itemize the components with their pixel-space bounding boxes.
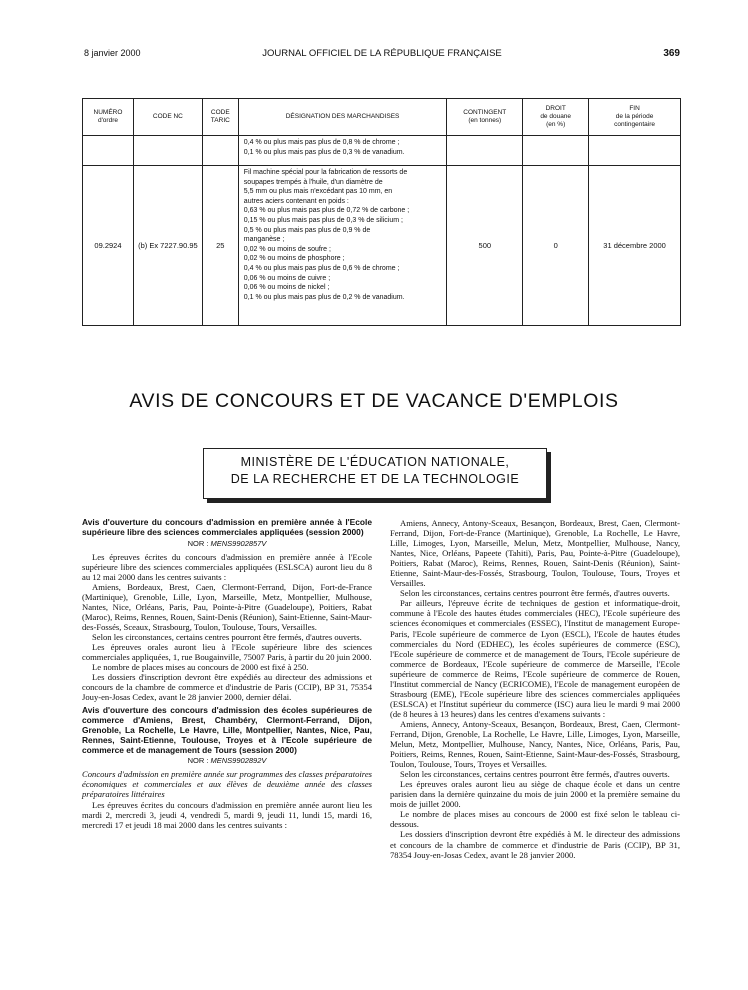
row-numero: 09.2924 [83,166,134,326]
notice-heading: Avis d'ouverture du concours d'admission en première année à l'Ecole supérieure libre des sciences commerciales appliquées (session 2000) [82,517,372,537]
designation-line: 0,02 % ou moins de soufre ; [243,245,331,253]
table-row [83,136,681,166]
col-fin: FIN de la période contingentaire [589,99,681,136]
italic-subheading: Concours d'admission en première année sur programmes des classes préparatoires économiques et commerciales et aux élèves de deuxième année des classes préparatoires littéraires [82,769,372,800]
row-contingent: 500 [447,166,523,326]
paragraph: Par ailleurs, l'épreuve écrite de techniques de gestion et informatique-droit, commune à l'Ecole des hautes études commerciales (HEC), l'Ecole supérieure des sciences économiques et commerciales (ESSEC), l'Institut de management Europe-Paris, l'Ecole supérieure de commerce de Lyon (ESCL), l'Ecole de hautes études commerciales du Nord (EDHEC), les écoles supérieures de commerce (ESC), l'Ecole supérieure de commerce et de management de Tours, l'Ecole supérieure de commerce de Bordeaux, l'Ecole supérieure de commerce de Marseille, l'Ecole supérieure de commerce de Reims, l'Ecole supérieure de commerce de Rouen, l'Institut commercial de Nancy (ECRICOME), l'Ecole de management européen de Strasbourg (EME), l'Ecole supérieure libre des sciences commerciales appliquées (ESLSCA) et l'Institut supérieur du commerce (ISC) aura lieu le mardi 9 mai 2000 (de 8 heures à 13 heures) dans les centres d'examens suivants : [390,598,680,719]
row-code-nc: (b) Ex 7227.90.95 [133,166,202,326]
section-title: AVIS DE CONCOURS ET DE VACANCE D'EMPLOIS [129,390,619,412]
header-date: 8 janvier 2000 [84,48,141,58]
col-contingent: CONTINGENT (en tonnes) [447,99,523,136]
designation-line: 0,02 % ou moins de phosphore ; [243,255,345,263]
paragraph: Les épreuves écrites du concours d'admission en première année à l'Ecole supérieure libre des sciences commerciales appliquées (ESLSCA) auront lieu du 8 au 12 mai 2000 dans les centres suivants : [82,551,372,582]
paragraph: Les épreuves orales auront lieu à l'Ecole supérieure libre des sciences commerciales appliquées, 1, rue Bougainville, 75007 Paris, à partir du 20 juin 2000. [82,642,372,663]
paragraph: Les dossiers d'inscription devront être expédiés à M. le directeur des admissions et concours de la chambre de commerce et d'industrie de Paris (CCIP), BP 31, 78354 Jouy-en-Josas Cedex, avant le 28 janvier 2000. [390,829,680,860]
left-column [82,518,372,830]
nor-reference: NOR : MENS9902857V [187,538,267,548]
designation-line: autres aciers contenant en poids : [243,197,349,205]
designation-line: manganèse ; [243,236,285,244]
col-droit: DROIT de douane (en %) [523,99,589,136]
table-header-row [83,99,681,136]
designation-line: Fil machine spécial pour la fabrication de ressorts de [243,169,408,176]
col-taric: CODE TARIC [202,99,238,136]
header-page-number: 369 [663,48,680,59]
designation-line: 0,4 % ou plus mais pas plus de 0,8 % de chrome ; [243,139,400,146]
paragraph: Amiens, Annecy, Antony-Sceaux, Besançon, Bordeaux, Brest, Caen, Clermont-Ferrand, Dijon, Fort-de-France (Martinique), Grenoble, La Rochelle, Le Havre, Lille, Limoges, Lyon, Marseille, Melun, Metz, Montpellier, Mulhouse, Nancy, Nantes, Nice, Orléans, Papeete (Tahiti), Paris, Pau, Pointe-à-Pitre (Guadeloupe), Poitiers, Rabat (Maroc), Reims, Rennes, Rouen, Saint-Denis (Réunion), Saint-Etienne, Saint-Maur-des-Fossés, Strasbourg, Toulon, Toulouse, Tours, Troyes et Versailles. [390,518,680,589]
paragraph: Selon les circonstances, certains centres pourront être fermés, d'autres ouverts. [400,769,670,780]
page-header [84,48,680,62]
paragraph: Les dossiers d'inscription devront être expédiés au directeur des admissions et concours de la chambre de commerce et d'industrie de Paris (CCIP), BP 31, 75354 Jouy-en-Josas Cedex, avant le 28 janvier 2000, dernier délai. [82,672,372,703]
ministry-line: MINISTÈRE DE L'ÉDUCATION NATIONALE, [240,455,510,469]
ministry-line: DE LA RECHERCHE ET DE LA TECHNOLOGIE [230,472,520,486]
ministry-box [203,448,547,499]
designation-line: 0,1 % ou plus mais pas plus de 0,3 % de vanadium. [243,148,405,156]
designation-line: 0,4 % ou plus mais pas plus de 0,6 % de chrome ; [243,264,400,272]
designation-line: 0,06 % ou moins de nickel ; [243,284,330,292]
paragraph: Les épreuves écrites du concours d'admission en première année auront lieu les mardi 2, mercredi 3, jeudi 4, vendredi 5, mardi 9, jeudi 11, lundi 15, mardi 16, mercredi 17 et jeudi 18 mai 2000 dans les centres suivants : [82,799,372,830]
col-designation: DÉSIGNATION DES MARCHANDISES [238,99,447,136]
designation-line: 0,15 % ou plus mais pas plus de 0,3 % de silicium ; [243,216,403,224]
designation-line: soupapes trempés à l'huile, d'un diamètre de [243,178,383,186]
designation-line: 0,06 % ou moins de cuivre ; [243,274,331,282]
paragraph: Le nombre de places mises au concours de 2000 est fixé selon le tableau ci-dessous. [390,809,680,830]
designation-line: 0,5 % ou plus mais pas plus de 0,9 % de [243,226,371,234]
designation-cell [238,166,447,326]
paragraph: Selon les circonstances, certains centres pourront être fermés, d'autres ouverts. [92,632,362,643]
paragraph: Amiens, Annecy, Antony-Sceaux, Besançon, Bordeaux, Brest, Caen, Clermont-Ferrand, Dijon, Grenoble, La Rochelle, Le Havre, Lille, Limoges, Lyon, Marseille, Melun, Metz, Montpellier, Mulhouse, Nancy, Nantes, Nice, Orléans, Paris, Pau, Poitiers, Reims, Rennes, Rouen, Saint-Etienne, Saint-Maur-des-Fossés, Strasbourg, Toulon, Toulouse, Tours, Troyes et Versailles. [390,718,680,770]
designation-line: 0,63 % ou plus mais pas plus de 0,72 % de carbone ; [243,207,410,215]
col-numero: NUMÉRO d'ordre [83,99,134,136]
paragraph: Amiens, Bordeaux, Brest, Caen, Clermont-Ferrand, Dijon, Fort-de-France (Martinique), Grenoble, Lille, Lyon, Marseille, Metz, Montpellier, Mulhouse, Nantes, Nice, Orléans, Paris, Pau, Pointe-à-Pitre (Guadeloupe), Poitiers, Rabat (Maroc), Reims, Rennes, Rouen, Saint-Denis (Réunion), Saint-Etienne, Saint-Maur-des-Fossés, Sceaux, Strasbourg, Toulon, Toulouse, Tours, Versailles. [82,581,372,632]
row-droit: 0 [523,166,589,326]
col-code-nc: CODE NC [133,99,202,136]
row-fin: 31 décembre 2000 [589,166,681,326]
table-row [83,166,681,326]
header-journal-title: JOURNAL OFFICIEL DE LA RÉPUBLIQUE FRANÇAISE [262,48,502,59]
row-taric: 25 [202,166,238,326]
nor-reference: NOR : MENS9902892V [187,756,267,766]
paragraph: Selon les circonstances, certains centres pourront être fermés, d'autres ouverts. [400,588,670,599]
paragraph: Le nombre de places mises au concours de 2000 est fixé à 250. [92,662,309,673]
designation-line: 0,1 % ou plus mais pas plus de 0,2 % de vanadium. [243,293,405,301]
designation-cell [238,136,447,166]
designation-line: 5,5 mm ou plus mais n'excédant pas 10 mm, en [243,188,393,196]
tariff-table [82,98,681,326]
paragraph: Les épreuves orales auront lieu au siège de chaque école et dans un centre parisien dans la dernière quinzaine du mois de juin 2000 et la première semaine du mois de juillet 2000. [390,779,680,810]
notice-heading: Avis d'ouverture des concours d'admission des écoles supérieures de commerce d'Amiens, Brest, Chambéry, Clermont-Ferrand, Dijon, Grenoble, La Rochelle, Le Havre, Lille, Montpellier, Nantes, Nice, Pau, Rennes, Saint-Etienne, Toulouse, Troyes et à l'Ecole supérieure de commerce et de management de Tours (session 2000) [82,705,372,755]
right-column [390,518,680,860]
